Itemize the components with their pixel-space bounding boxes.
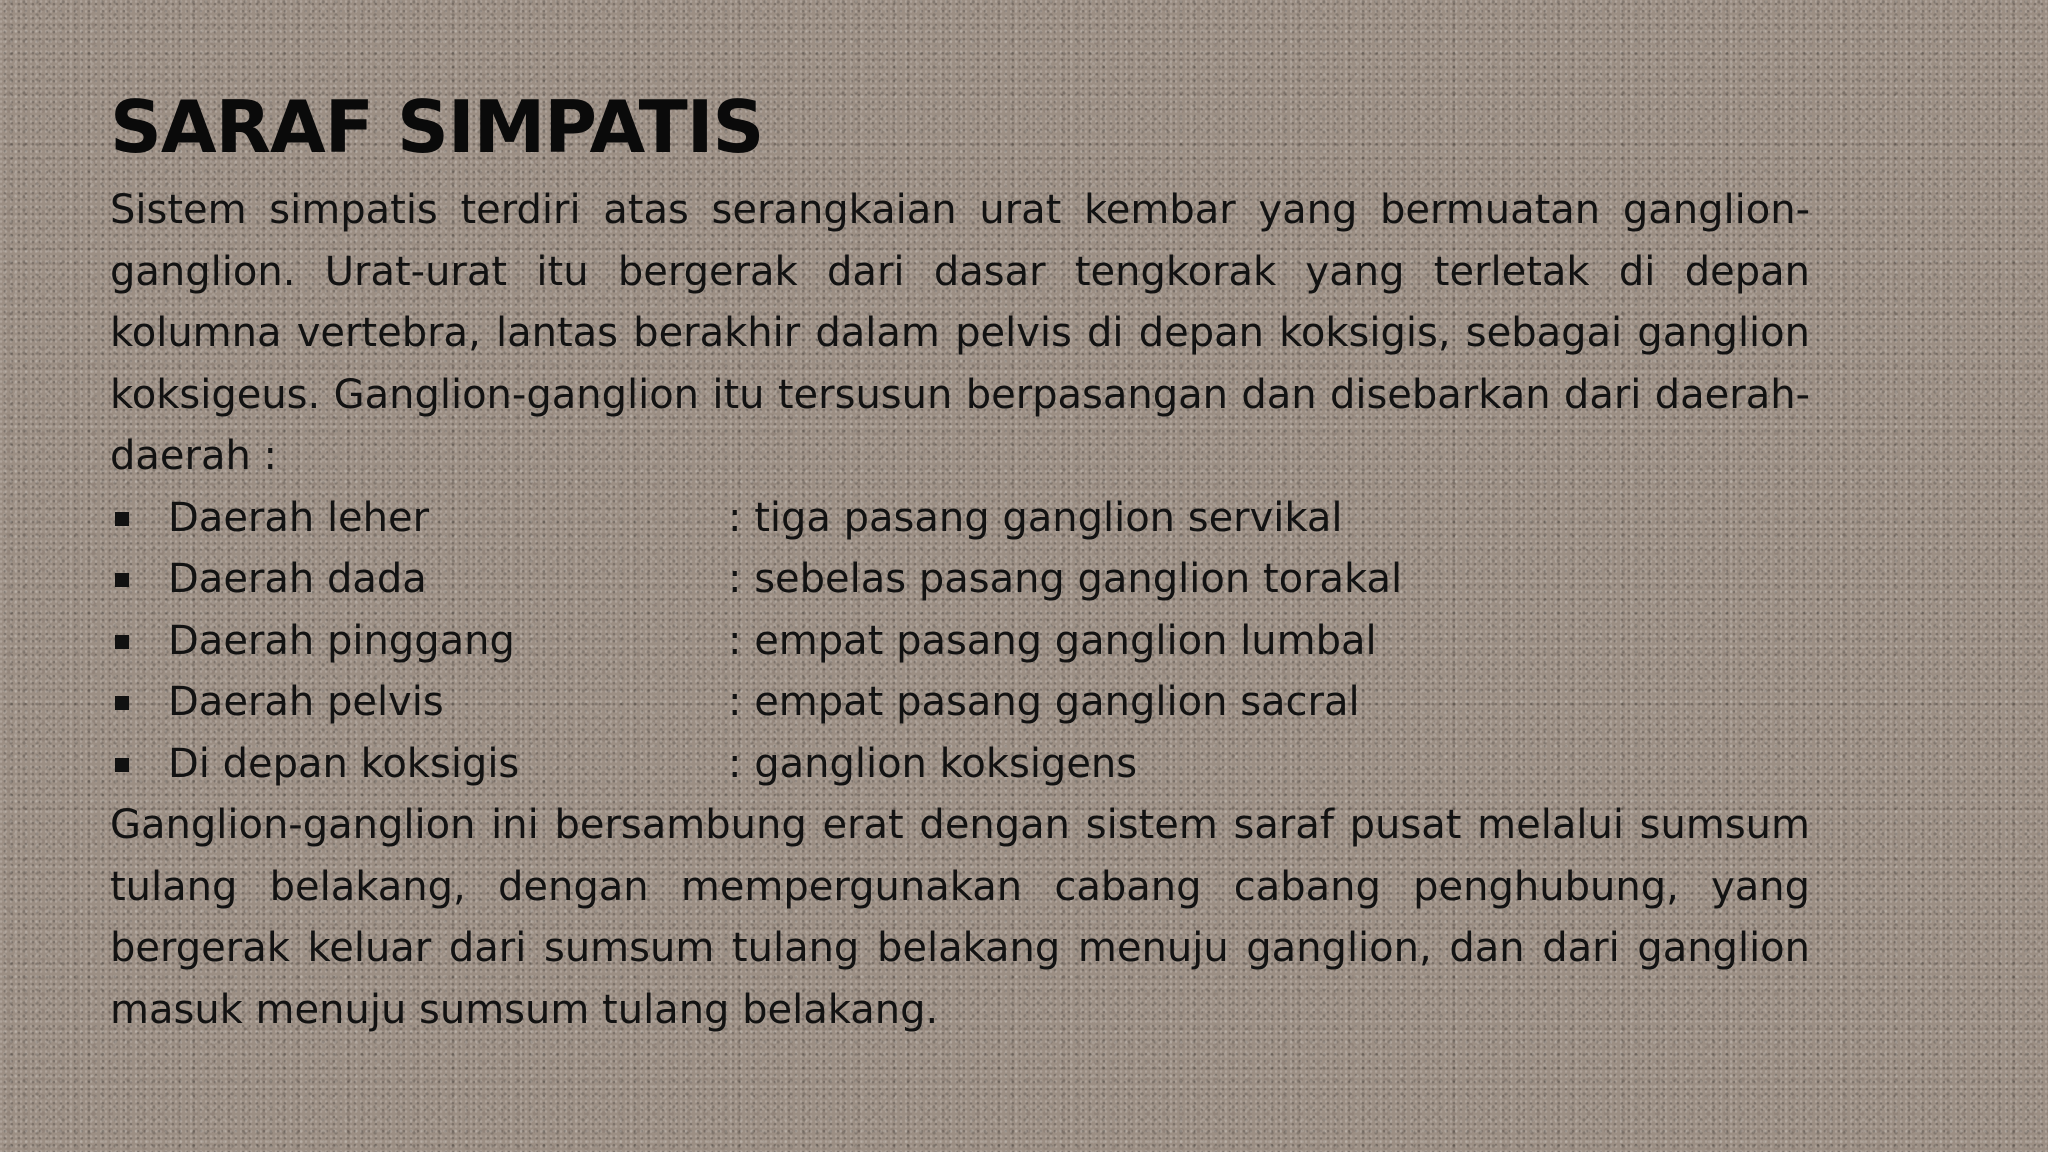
list-item (110, 672, 1810, 734)
region-label: Daerah pelvis (168, 679, 444, 725)
region-label: Daerah dada (168, 556, 427, 602)
region-detail: : tiga pasang ganglion servikal (728, 494, 1343, 541)
region-label: Daerah leher (168, 494, 430, 541)
outro-paragraph: Ganglion-ganglion ini bersambung erat dengan sistem saraf pusat melalui sumsum tulang belakang, dengan mempergunakan cabang cabang penghubung, yang bergerak keluar dari sumsum tulang belakang menuju ganglion, dan dari ganglion masuk menuju sumsum tulang belakang. (110, 802, 1810, 1033)
square-bullet-icon (110, 734, 168, 796)
list-item (110, 488, 1810, 550)
list-item (110, 549, 1810, 611)
square-bullet-icon (110, 611, 168, 673)
slide-content (110, 82, 1810, 1041)
region-detail: : empat pasang ganglion sacral (728, 679, 1360, 725)
region-label: Di depan koksigis (168, 740, 520, 787)
intro-paragraph: Sistem simpatis terdiri atas serangkaian urat kembar yang bermuatan ganglion-ganglion. Urat-urat itu bergerak dari dasar tengkorak yang terletak di depan kolumna vertebra, lantas berakhir dalam pelvis di depan koksigis, sebagai ganglion koksigeus. Ganglion-ganglion itu tersusun berpasangan dan disebarkan dari daerah-daerah : (110, 187, 1810, 479)
region-label: Daerah pinggang (168, 617, 515, 664)
region-detail: : sebelas pasang ganglion torakal (728, 556, 1403, 602)
list-item (110, 611, 1810, 673)
ganglion-list (110, 488, 1810, 796)
slide-title: SARAF SIMPATIS (110, 85, 764, 169)
list-item (110, 734, 1810, 796)
square-bullet-icon (110, 488, 168, 550)
square-bullet-icon (110, 672, 168, 734)
square-bullet-icon (110, 549, 168, 611)
region-detail: : ganglion koksigens (728, 740, 1138, 787)
region-detail: : empat pasang ganglion lumbal (728, 617, 1377, 664)
